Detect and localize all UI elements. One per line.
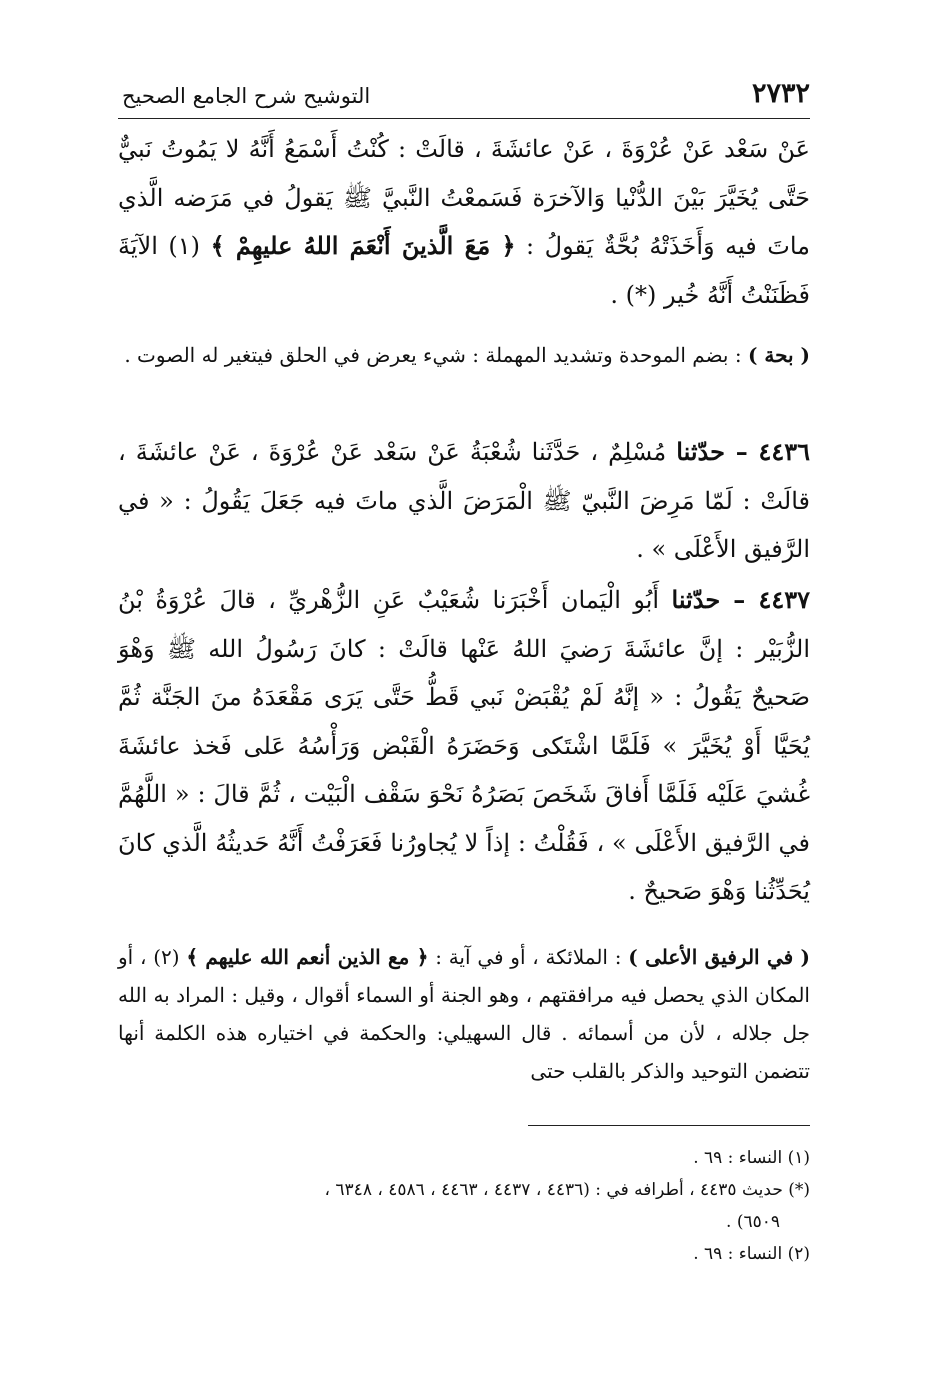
hadith-continuation-paragraph bbox=[118, 125, 810, 319]
hadith-text: عَنْ سَعْد عَنْ عُرْوَةَ ، عَنْ عائشَةَ ، قالَتْ : كُنْتُ أَسْمَعُ أَنَّهُ لا يَمُوتُ نَبيٌّ حَتَّى يُخَيَّرَ بَيْنَ الدُّنْيا وَالآخرَة فَسَمعْتُ النَّبيَّ ﷺ يَقولُ في مَرَضه الَّذي ماتَ فيه وَأَخَذَتْهُ بُحَّةٌ يَقولُ : bbox=[118, 135, 810, 260]
hadith-lead: – حدّثنا bbox=[676, 437, 759, 466]
hadith-lead: – حدّثنا bbox=[671, 585, 759, 614]
commentary-term: ( بحة ) bbox=[747, 343, 810, 367]
page-header bbox=[118, 78, 810, 119]
hadith-number: ٤٤٣٧ bbox=[758, 585, 811, 614]
hadith-continuation bbox=[118, 125, 810, 319]
hadith-4436 bbox=[118, 428, 810, 574]
hadith-paragraph bbox=[118, 428, 810, 574]
commentary-term: ( في الرفيق الأعلى ) bbox=[628, 945, 811, 969]
commentary-buhha bbox=[118, 336, 810, 374]
hadith-text: مُسْلِمٌ ، حَدَّثَنا شُعْبَةُ عَنْ سَعْد عَنْ عُرْوَةَ ، عَنْ عائشَةَ ، قالَتْ : لَمّا مَرِضَ النَّبيّ ﷺ الْمَرَضَ الَّذي ماتَ فيه جَعَلَ يَقُولُ : « في الرَّفيق الأَعْلَى » . bbox=[118, 438, 810, 563]
footnote-2: (٢) النساء : ٦٩ . bbox=[693, 1244, 810, 1264]
footnote-star: (*) حديث ٤٤٣٥ ، أطرافه في : (٤٤٣٦ ، ٤٤٣٧ ، ٤٤٦٣ ، ٤٥٨٦ ، ٦٣٤٨ ، bbox=[324, 1180, 810, 1200]
commentary-text: : الملائكة ، أو في آية : bbox=[428, 945, 629, 969]
hadith-paragraph bbox=[118, 576, 810, 916]
commentary-text-end: (٢) ، أو المكان الذي يحصل فيه مرافقتهم ، وهو الجنة أو السماء أقوال ، وقيل : المراد به الله جل جلاله ، لأن من أسمائه . قال السهيلي: والحكمة في اختياره هذه الكلمة أنها تتضمن التوحيد والذكر بالقلب حتى bbox=[118, 945, 810, 1083]
commentary-paragraph bbox=[118, 336, 810, 374]
page-number: ٢٧٣٢ bbox=[751, 78, 810, 109]
footnotes bbox=[118, 1142, 810, 1270]
footnote-divider bbox=[528, 1125, 810, 1126]
hadith-number: ٤٤٣٦ bbox=[758, 437, 810, 466]
commentary-text: : بضم الموحدة وتشديد المهملة : شيء يعرض في الحلق فيتغير له الصوت . bbox=[124, 343, 748, 367]
footnote-1: (١) النساء : ٦٩ . bbox=[693, 1148, 810, 1168]
hadith-text-end: (١) الآيَةَ فَظَنَنْتُ أَنَّهُ خُير (*) . bbox=[118, 232, 810, 309]
hadith-text: أَبُو الْيَمان أَخْبَرَنا شُعَيْبٌ عَنِ الزُّهْريِّ ، قالَ عُرْوَةُ بْنُ الزُّبَيْر : إنَّ عائشَةَ رَضيَ اللهُ عَنْها قالَتْ : كانَ رَسُولُ الله ﷺ وَهْوَ صَحيحٌ يَقُولُ : « إنَّهُ لَمْ يُقْبَضْ نَبي قَطُّ حَتَّى يَرَى مَقْعَدَهُ منَ الجَنَّة ثُمَّ يُحَيَّا أَوْ يُخَيَّرَ » فَلَمَّا اشْتَكى وَحَضَرَهُ الْقَبْض وَرَأْسُهُ عَلى فَخذ عائشَةَ غُشيَ عَلَيْه فَلَمَّا أَفاقَ شَخَصَ بَصَرُهُ نَحْوَ سَقْف الْبَيْت ، ثُمَّ قالَ : « اللَّهُمَّ في الرَّفيق الأَعْلَى » ، فَقُلْتُ : إذاً لا يُجاورُنا فَعَرَفْتُ أَنَّهُ حَديثُهُ الَّذي كانَ يُحَدِّثُنا وَهْوَ صَحيحٌ . bbox=[118, 586, 811, 905]
quran-quote: ﴿ مَعَ الَّذينَ أَنْعَمَ اللهُ عليهِمْ ﴾ bbox=[210, 231, 516, 260]
commentary-paragraph bbox=[118, 938, 810, 1090]
footnote-star-continuation: ٦٥٠٩) . bbox=[726, 1212, 780, 1232]
hadith-4437 bbox=[118, 576, 810, 916]
quran-quote: ﴿ مع الذين أنعم الله عليهم ﴾ bbox=[186, 945, 429, 969]
running-title: التوشيح شرح الجامع الصحيح bbox=[122, 84, 371, 108]
commentary-rafiq bbox=[118, 938, 810, 1090]
